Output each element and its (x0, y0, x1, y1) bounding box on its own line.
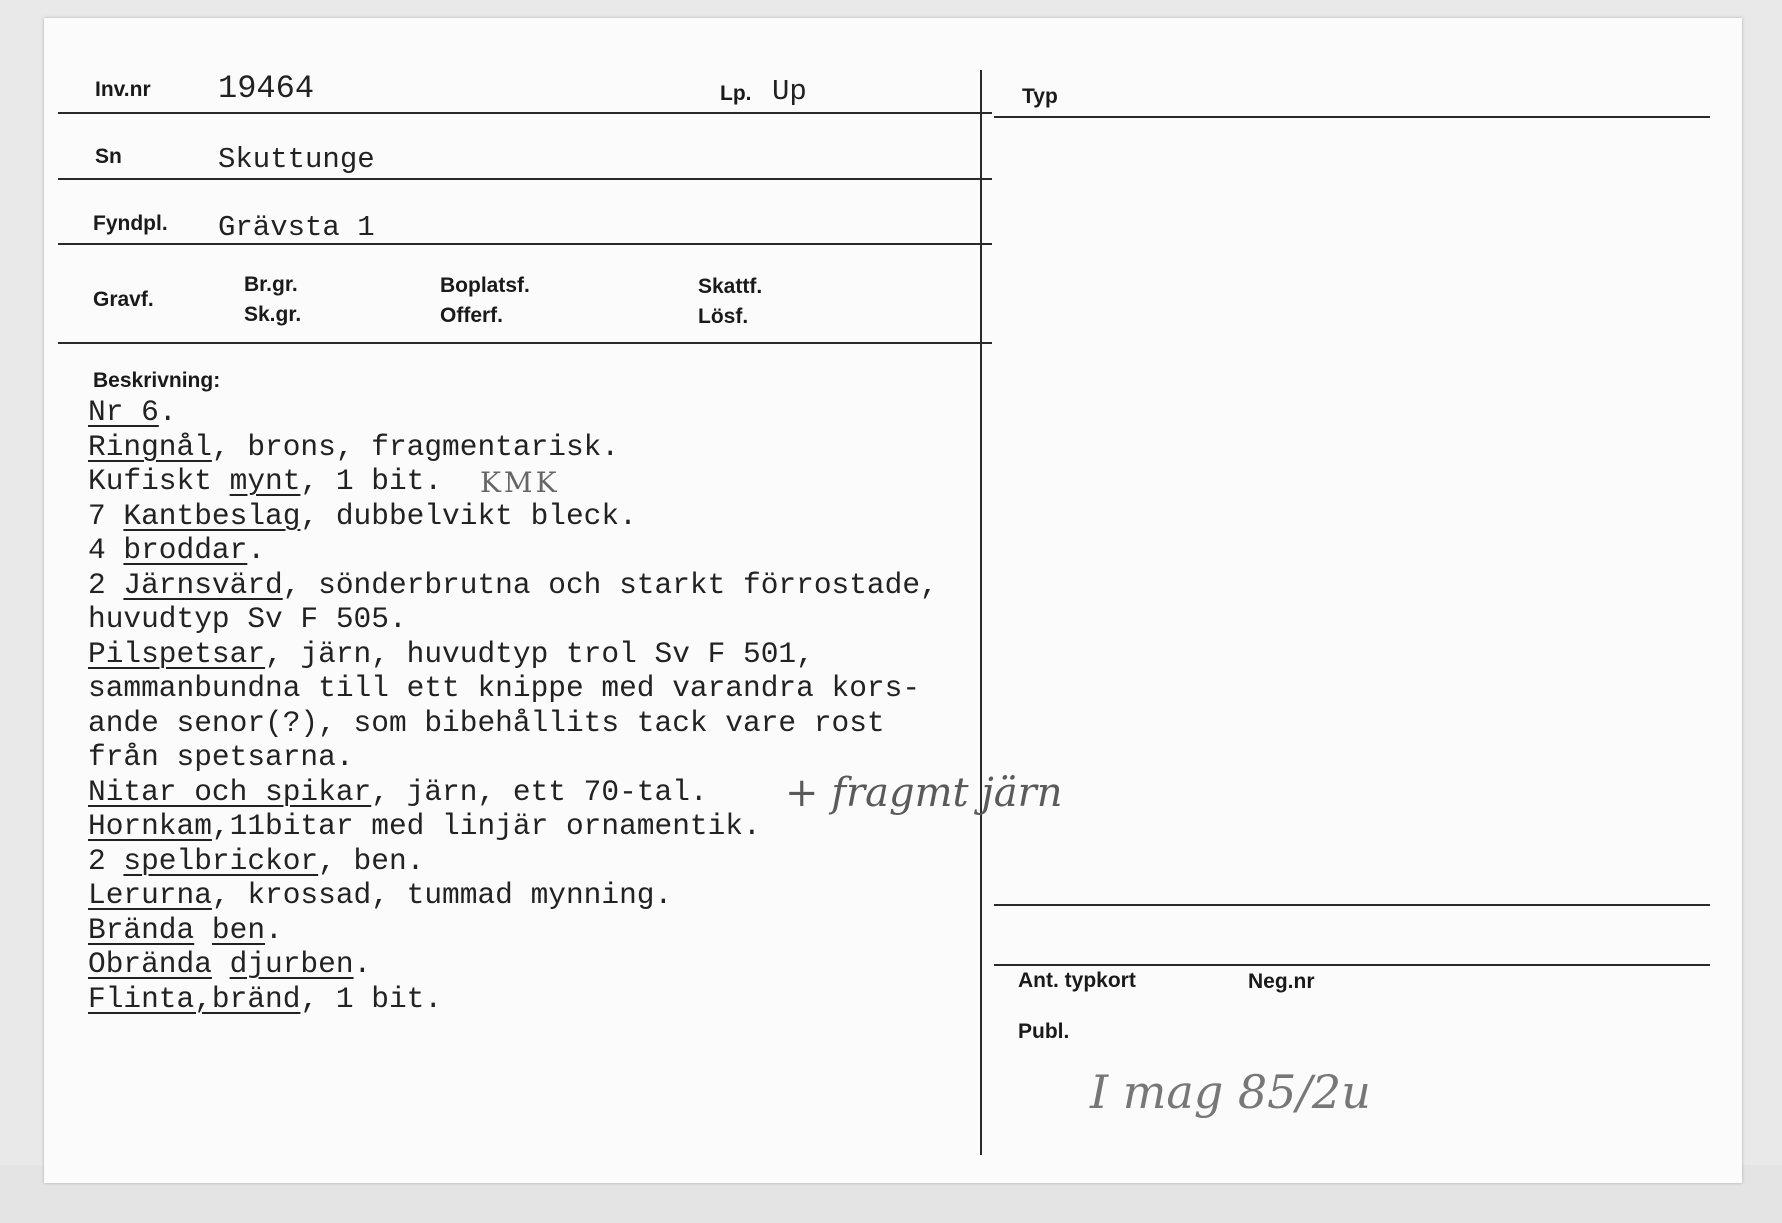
inv-label: Inv.nr (95, 78, 151, 101)
description-line (88, 602, 938, 637)
description-segment: sammanbundna till ett knippe med varandra kors- (88, 671, 921, 705)
description-segment: 4 (88, 533, 124, 567)
rule-typ (994, 116, 1710, 118)
description-segment: huvudtyp Sv F 505. (88, 602, 407, 636)
description-segment: . (353, 947, 372, 981)
fyndpl-value: Grävsta 1 (218, 211, 375, 244)
description-segment: . (247, 533, 266, 567)
description-line (88, 395, 938, 430)
description-line (88, 947, 938, 982)
description-line (88, 533, 938, 568)
rule-sn (58, 178, 992, 180)
description-line (88, 430, 938, 465)
description-segment (212, 947, 230, 981)
handwritten-fragment-note: + fragmt järn (785, 770, 1063, 816)
underlined-term: Obrända (88, 947, 212, 981)
description-segment: , sönderbrutna och starkt förrostade, (282, 567, 938, 602)
inv-value: 19464 (218, 70, 315, 107)
description-line (88, 499, 938, 534)
description-segment: , järn, ett 70-tal. (371, 774, 708, 809)
publ-label: Publ. (1018, 1020, 1070, 1043)
description-segment: , krossad, tummad mynning. (211, 878, 673, 912)
description-segment: ande senor(?), som bibehållits tack vare rost (88, 705, 885, 740)
rule-ant (994, 904, 1710, 906)
description-line (88, 913, 938, 948)
offerf-label: Offerf. (440, 304, 503, 327)
description-line (88, 706, 938, 741)
description-segment: Kufiskt (88, 464, 230, 498)
sn-value: Skuttunge (218, 143, 375, 176)
description-segment: , dubbelvikt bleck. (300, 498, 637, 533)
typ-label: Typ (1022, 85, 1058, 108)
description-segment: 2 (88, 567, 124, 602)
underlined-term: djurben (229, 947, 354, 981)
underlined-term: Pilspetsar (88, 636, 266, 671)
skattf-label: Skattf. (698, 275, 763, 298)
description-line (88, 844, 938, 879)
description-segment: . (158, 395, 177, 429)
underlined-term: Brända (88, 912, 195, 947)
underlined-term: mynt (229, 464, 301, 498)
lp-label: Lp. (720, 82, 752, 105)
underlined-term: Ringnål (88, 429, 212, 464)
description-segment: från spetsarna. (88, 740, 354, 774)
underlined-term: ben (211, 912, 266, 947)
rule-fyndpl (58, 243, 992, 245)
description-segment: , brons, fragmentarisk. (211, 429, 620, 464)
underlined-term: Järnsvärd (123, 567, 283, 602)
description-segment: 2 (88, 843, 124, 878)
rule-inv (58, 112, 992, 114)
description-line (88, 568, 938, 603)
description-segment (194, 913, 212, 947)
description-line (88, 671, 938, 706)
brgr-label: Br.gr. (244, 273, 298, 296)
ant-typkort-label: Ant. typkort (1018, 969, 1136, 992)
neg-nr-label: Neg.nr (1248, 970, 1315, 993)
losf-label: Lösf. (698, 305, 749, 328)
underlined-term: Kantbeslag (123, 498, 301, 533)
handwritten-kmk: KMK (480, 466, 560, 499)
underlined-term: Flinta,bränd (88, 981, 301, 1016)
handwritten-publ-note: I mag 85/2u (1090, 1065, 1371, 1119)
column-divider (980, 70, 982, 1155)
underlined-term: Hornkam (88, 809, 212, 843)
description-segment: 7 (88, 498, 124, 533)
underlined-term: spelbrickor (123, 843, 319, 878)
underlined-term: Lerurna (88, 878, 212, 912)
rule-gravf (58, 342, 992, 344)
description-segment: . (265, 912, 283, 947)
gravf-label: Gravf. (93, 288, 154, 311)
rule-publ (994, 964, 1710, 966)
underlined-term: Nitar och spikar (88, 774, 372, 809)
description-segment: ,11bitar med linjär ornamentik. (211, 809, 761, 843)
description-segment: , 1 bit. (300, 981, 443, 1016)
sn-label: Sn (95, 145, 122, 168)
description-segment: , järn, huvudtyp trol Sv F 501, (265, 636, 814, 671)
skgr-label: Sk.gr. (244, 303, 302, 326)
description-line (88, 982, 938, 1017)
underlined-term: broddar (123, 533, 248, 567)
underlined-term: Nr 6 (88, 395, 159, 429)
description-segment: , 1 bit. (300, 464, 443, 498)
description-line (88, 878, 938, 913)
description-label: Beskrivning: (93, 369, 221, 392)
fyndpl-label: Fyndpl. (93, 212, 168, 235)
lp-value: Up (772, 75, 807, 108)
description-line (88, 637, 938, 672)
boplatsf-label: Boplatsf. (440, 274, 530, 297)
description-segment: , ben. (318, 843, 425, 878)
